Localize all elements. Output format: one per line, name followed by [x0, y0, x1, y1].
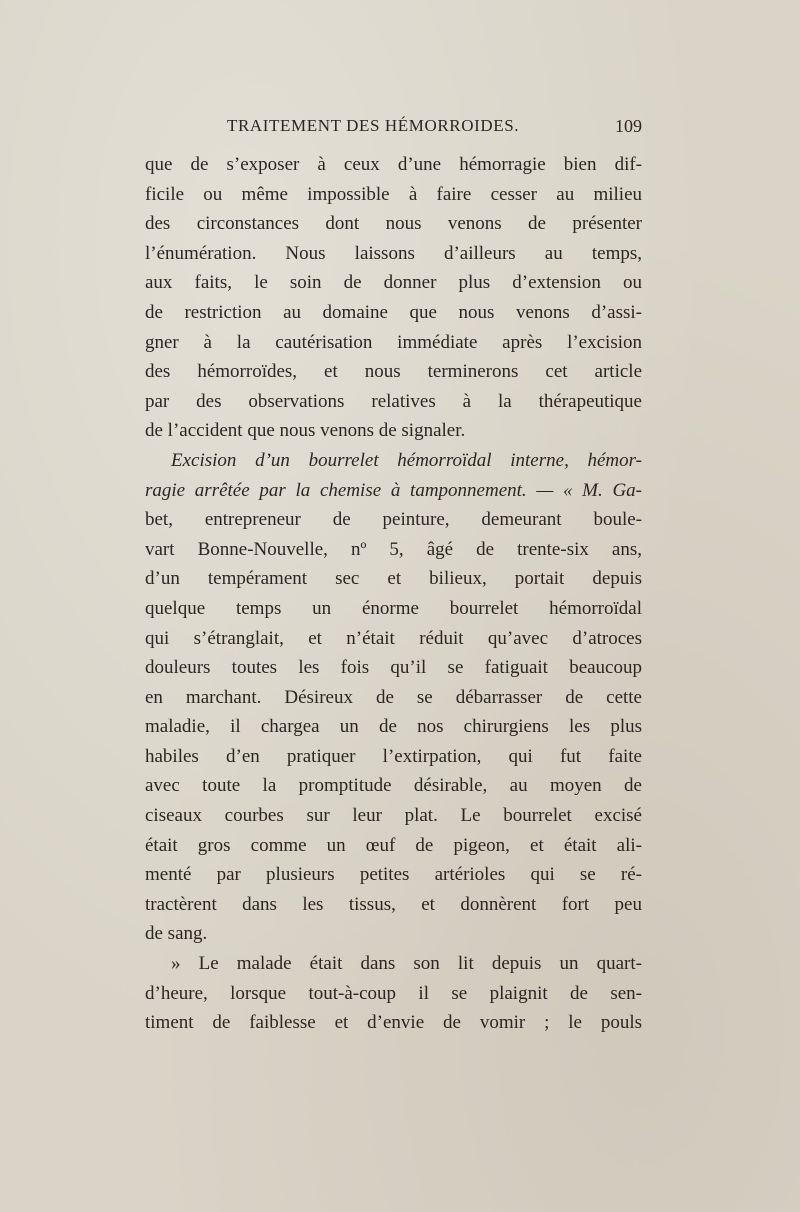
text-line: de l’accident que nous venons de signaler. [145, 420, 466, 442]
text-line: vart Bonne-Nouvelle, nº 5, âgé de trente-six ans, [145, 538, 642, 560]
text-line: des circonstances dont nous venons de présenter [145, 213, 642, 235]
text-line: douleurs toutes les fois qu’il se fatiguait beaucoup [145, 657, 642, 679]
text-line: » Le malade était dans son lit depuis un quart- [171, 953, 642, 975]
running-title: TRAITEMENT DES HÉMORROIDES. [227, 116, 520, 135]
text-line: que de s’exposer à ceux d’une hémorragie bien dif- [145, 154, 642, 175]
text-line: maladie, il chargea un de nos chirurgiens les plus [145, 716, 642, 738]
text-line: ciseaux courbes sur leur plat. Le bourrelet excisé [145, 805, 642, 827]
text-line: de sang. [145, 923, 208, 945]
text-line: qui s’étranglait, et n’était réduit qu’avec d’atroces [145, 627, 642, 649]
text-line: d’un tempérament sec et bilieux, portait depuis [145, 568, 642, 590]
page-number: 109 [615, 116, 642, 136]
text-line: par des observations relatives à la thérapeutique [145, 390, 642, 412]
observation-heading-line: ragie arrêtée par la chemise à tamponnement. — « M. Ga- [145, 479, 642, 501]
text-line: en marchant. Désireux de se débarrasser de cette [145, 686, 642, 708]
text-line: était gros comme un œuf de pigeon, et était ali- [145, 834, 642, 856]
text-line: tractèrent dans les tissus, et donnèrent fort peu [145, 893, 642, 915]
text-line: avec toute la promptitude désirable, au moyen de [145, 775, 642, 797]
text-line: quelque temps un énorme bourrelet hémorroïdal [145, 597, 642, 619]
running-head [145, 116, 642, 140]
body-text [145, 150, 642, 1038]
text-line: menté par plusieurs petites artérioles qui se ré- [145, 864, 642, 886]
text-line: habiles d’en pratiquer l’extirpation, qui fut faite [145, 745, 642, 767]
text-line: gner à la cautérisation immédiate après l’excision [145, 331, 642, 353]
text-line: l’énumération. Nous laissons d’ailleurs au temps, [145, 242, 642, 264]
observation-heading-line: Excision d’un bourrelet hémorroïdal interne, hémor- [171, 449, 642, 471]
text-line: aux faits, le soin de donner plus d’extension ou [145, 272, 642, 294]
text-line: des hémorroïdes, et nous terminerons cet article [145, 361, 642, 383]
text-line: ficile ou même impossible à faire cesser au milieu [145, 183, 642, 205]
text-line: timent de faiblesse et d’envie de vomir ; le pouls [145, 1012, 642, 1034]
text-line: bet, entrepreneur de peinture, demeurant boule- [145, 509, 642, 531]
text-line: d’heure, lorsque tout-à-coup il se plaignit de sen- [145, 982, 642, 1004]
text-line: de restriction au domaine que nous venons d’assi- [145, 301, 642, 323]
